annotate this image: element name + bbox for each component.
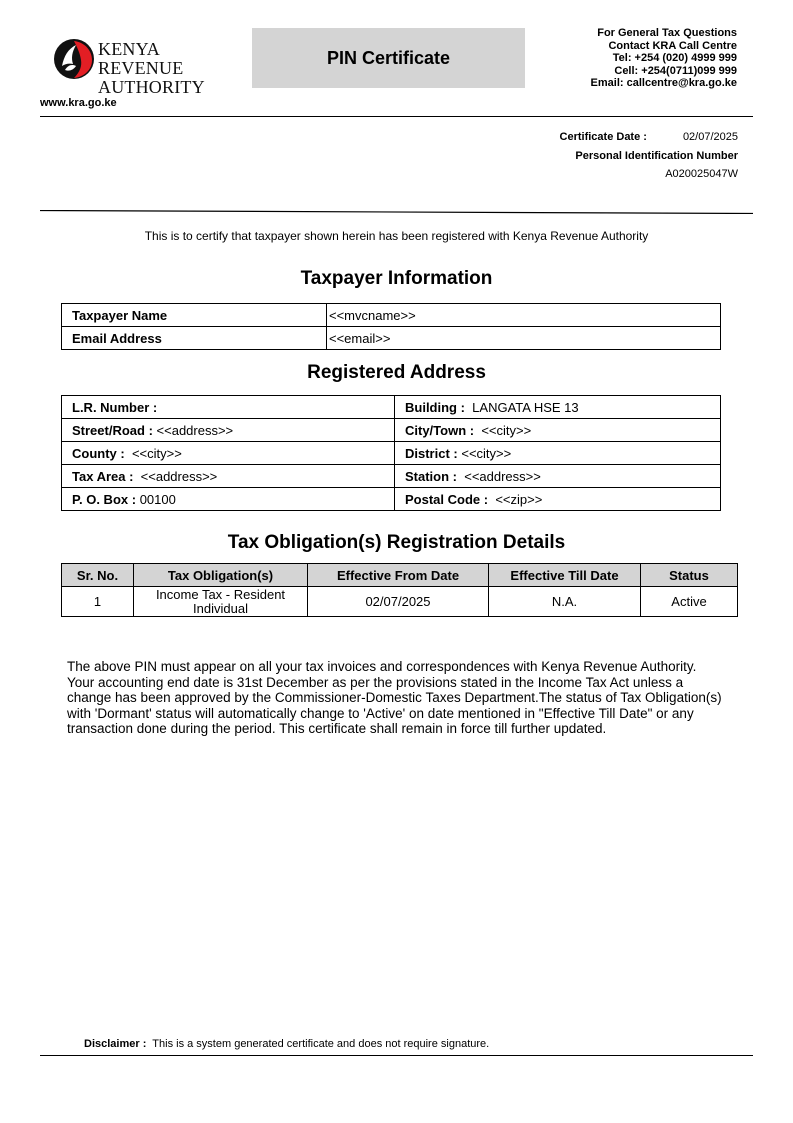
street-road-label: Street/Road : [72, 422, 153, 438]
lr-number-label: L.R. Number : [72, 399, 158, 415]
address-cell [62, 488, 395, 511]
table-header-row [62, 564, 738, 587]
city-town-value: <<city>> [481, 422, 532, 438]
certificate-date-value: 02/07/2025 [682, 131, 738, 143]
logo-line-1: KENYA REVENUE [98, 39, 184, 78]
lion-emblem-icon [52, 36, 96, 82]
col-header-sr-no: Sr. No. [62, 564, 134, 587]
certification-statement: This is to certify that taxpayer shown herein has been registered with Kenya Revenue Authority [144, 229, 649, 243]
taxpayer-section-title: Taxpayer Information [300, 268, 493, 289]
taxpayer-table [61, 303, 721, 350]
website-link[interactable]: www.kra.go.ke [40, 97, 117, 109]
email-address-value: <<email>> [327, 327, 721, 350]
station-label: Station : [405, 468, 457, 484]
pin-value: A020025047W [665, 168, 738, 180]
meta-divider [40, 201, 753, 205]
col-header-effective-from: Effective From Date [308, 564, 489, 587]
street-road-value: <<address>> [156, 422, 234, 438]
table-row [62, 327, 721, 350]
contact-block [591, 27, 737, 90]
building-label: Building : [405, 399, 465, 415]
taxpayer-name-value: <<mvcname>> [327, 304, 721, 327]
district-label: District : [405, 445, 458, 461]
table-row [62, 396, 721, 419]
address-cell [62, 442, 395, 465]
col-header-status: Status [641, 564, 738, 587]
certificate-date-label: Certificate Date : [559, 131, 647, 143]
po-box-value: 00100 [139, 491, 176, 507]
col-header-effective-till: Effective Till Date [489, 564, 641, 587]
sr-no-cell: 1 [62, 587, 134, 617]
po-box-label: P. O. Box : [72, 491, 137, 507]
table-row [62, 304, 721, 327]
disclaimer-label: Disclaimer : [84, 1038, 147, 1050]
contact-phone: Tel: +254 (020) 4999 999 [612, 52, 737, 64]
postal-code-label: Postal Code : [405, 491, 489, 507]
table-row [62, 465, 721, 488]
contact-line: Contact KRA Call Centre [608, 39, 737, 52]
kra-logo [52, 36, 242, 97]
disclaimer [84, 1038, 489, 1050]
address-cell [62, 419, 395, 442]
table-row [62, 442, 721, 465]
address-cell [395, 488, 721, 511]
status-cell: Active [641, 587, 738, 617]
disclaimer-text: This is a system generated certificate and does not require signature. [152, 1038, 490, 1050]
postal-code-value: <<zip>> [495, 491, 543, 507]
contact-cell: Cell: +254(0711)099 999 [614, 64, 737, 77]
col-header-tax-obligation: Tax Obligation(s) [134, 564, 308, 587]
address-table [61, 395, 721, 511]
logo-line-2: AUTHORITY [98, 77, 205, 97]
pin-notice-paragraph: The above PIN must appear on all your tax invoices and correspondences with Kenya Revenue Authority. Your accounting end date is 31st December as per the provisions stated in the Income Tax Act unless a change has been approved by the Commissioner-Domestic Taxes Department.The status of Tax Obligation(s) with 'Dormant' status will automatically change to 'Active' on date mentioned in "Effective Till Date" or any transaction done during the period. This certificate shall remain in force till further updated. [67, 659, 722, 736]
taxpayer-name-label: Taxpayer Name [62, 304, 327, 327]
effective-from-cell: 02/07/2025 [308, 587, 489, 617]
address-cell [395, 419, 721, 442]
table-row [62, 419, 721, 442]
tax-area-value: <<address>> [140, 468, 218, 484]
address-section-title: Registered Address [307, 362, 486, 383]
district-value: <<city>> [461, 445, 512, 461]
city-town-label: City/Town : [405, 422, 475, 438]
address-cell [395, 465, 721, 488]
county-label: County : [72, 445, 125, 461]
address-cell [62, 465, 395, 488]
header-divider [40, 116, 753, 117]
email-address-label: Email Address [62, 327, 327, 350]
footer-divider [40, 1055, 753, 1056]
tax-area-label: Tax Area : [72, 468, 134, 484]
document-title: PIN Certificate [252, 28, 525, 88]
address-cell [395, 442, 721, 465]
county-value: <<city>> [131, 445, 182, 461]
address-cell [395, 396, 721, 419]
certificate-meta [560, 128, 738, 184]
station-value: <<address>> [464, 468, 541, 484]
obligations-table [61, 563, 738, 617]
pin-label: Personal Identification Number [575, 149, 738, 162]
table-row [62, 488, 721, 511]
contact-line: For General Tax Questions [597, 27, 737, 39]
address-cell [62, 396, 395, 419]
effective-till-cell: N.A. [489, 587, 641, 617]
contact-email[interactable]: Email: callcentre@kra.go.ke [590, 77, 737, 89]
obligations-section-title: Tax Obligation(s) Registration Details [227, 532, 566, 553]
tax-obligation-cell: Income Tax - Resident Individual [134, 587, 308, 617]
table-row [62, 587, 738, 617]
building-value: LANGATA HSE 13 [472, 399, 579, 415]
